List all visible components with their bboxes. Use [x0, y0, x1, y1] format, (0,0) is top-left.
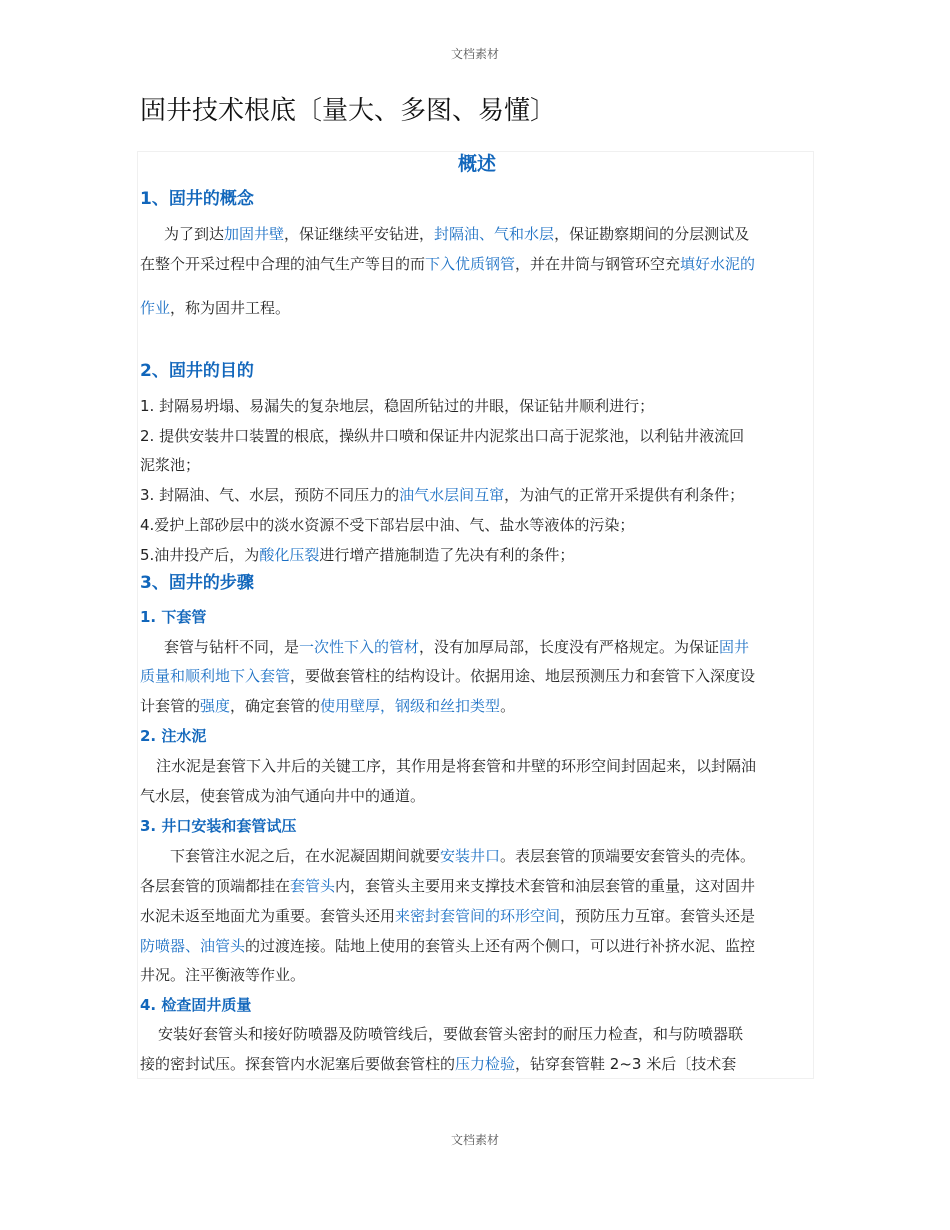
list-item: 5.油井投产后，为酸化压裂进行增产措施制造了先决有利的条件；	[140, 546, 575, 564]
paragraph-line: 水泥未返至地面尤为重要。套管头还用来密封套管间的环形空间，预防压力互窜。套管头还是	[140, 907, 756, 925]
highlight: 加固井壁	[224, 225, 285, 243]
paragraph-line: 为了到达加固井壁，保证继续平安钻进，封隔油、气和水层，保证勘察期间的分层测试及	[164, 225, 750, 243]
highlight: 封隔油、气和水层	[434, 225, 555, 243]
highlight: 套管头	[290, 877, 336, 895]
highlight: 下入优质钢管	[425, 255, 516, 273]
paragraph-line: 质量和顺利地下入套管，要做套管柱的结构设计。依据用途、地层预测压力和套管下入深度设	[140, 667, 756, 685]
highlight: 压力检验	[455, 1055, 516, 1073]
step-4-heading: 4. 检查固井质量	[140, 996, 252, 1014]
highlight: 一次性下入的管材	[299, 638, 420, 656]
highlight: 酸化压裂	[259, 546, 320, 564]
list-item: 3. 封隔油、气、水层，预防不同压力的油气水层间互窜，为油气的正常开采提供有利条件；	[140, 486, 745, 504]
highlight: 强度	[200, 697, 231, 715]
paragraph-line: 防喷器、油管头的过渡连接。陆地上使用的套管头上还有两个侧口，可以进行补挤水泥、监控	[140, 937, 756, 955]
step-3-heading: 3. 井口安装和套管试压	[140, 817, 297, 835]
overview-heading: 概述	[457, 153, 496, 175]
paragraph-line: 各层套管的顶端都挂在套管头内，套管头主要用来支撑技术套管和油层套管的重量，这对固井	[140, 877, 756, 895]
highlight: 防喷器、油管头	[140, 937, 246, 955]
paragraph-line: 接的密封试压。探套管内水泥塞后要做套管柱的压力检验，钻穿套管鞋 2~3 米后〔技术套	[140, 1055, 737, 1073]
highlight: 使用壁厚，钢级和丝扣类型	[320, 697, 501, 715]
section-1-heading: 1、固井的概念	[140, 189, 254, 209]
paragraph-line: 下套管注水泥之后，在水泥凝固期间就要安装井口。表层套管的顶端要安套管头的壳体。	[170, 847, 756, 865]
content-box	[137, 151, 814, 1079]
step-2-heading: 2. 注水泥	[140, 727, 207, 745]
document-title: 固井技术根底〔量大、多图、易懂〕	[140, 96, 557, 126]
paragraph-line: 作业，称为固井工程。	[140, 299, 291, 317]
step-1-heading: 1. 下套管	[140, 608, 207, 626]
paragraph-line: 在整个开采过程中合理的油气生产等目的而下入优质钢管，并在井筒与钢管环空充填好水泥的	[140, 255, 756, 273]
list-item: 4.爱护上部砂层中的淡水资源不受下部岩层中油、气、盐水等液体的污染；	[140, 516, 635, 534]
page-header: 文档素材	[450, 47, 499, 61]
paragraph-line: 井况。注平衡液等作业。	[140, 966, 306, 984]
paragraph-line: 注水泥是套管下入井后的关键工序，其作用是将套管和井壁的环形空间封固起来，以封隔油	[156, 757, 757, 775]
section-3-heading: 3、固井的步骤	[140, 573, 254, 593]
paragraph-line: 计套管的强度，确定套管的使用壁厚，钢级和丝扣类型。	[140, 697, 516, 715]
list-item-continued: 泥浆池；	[140, 456, 201, 474]
paragraph-line: 套管与钻杆不同，是一次性下入的管材，没有加厚局部，长度没有严格规定。为保证固井	[164, 638, 750, 656]
highlight: 作业	[140, 299, 171, 317]
list-item: 2. 提供安装井口装置的根底，操纵井口喷和保证井内泥浆出口高于泥浆池，以利钻井液流回	[140, 427, 745, 445]
section-2-heading: 2、固井的目的	[140, 361, 254, 381]
highlight: 油气水层间互窜	[399, 486, 505, 504]
highlight: 来密封套管间的环形空间	[395, 907, 561, 925]
highlight: 填好水泥的	[680, 255, 756, 273]
list-item: 1. 封隔易坍塌、易漏失的复杂地层，稳固所钻过的井眼，保证钻井顺利进行；	[140, 397, 655, 415]
highlight: 安装井口	[440, 847, 501, 865]
page-footer: 文档素材	[450, 1133, 499, 1147]
highlight: 固井	[719, 638, 750, 656]
paragraph-line: 气水层，使套管成为油气通向井中的通道。	[140, 787, 426, 805]
paragraph-line: 安装好套管头和接好防喷器及防喷管线后，要做套管头密封的耐压力检查，和与防喷器联	[158, 1025, 744, 1043]
highlight: 质量和顺利地下入套管	[140, 667, 291, 685]
